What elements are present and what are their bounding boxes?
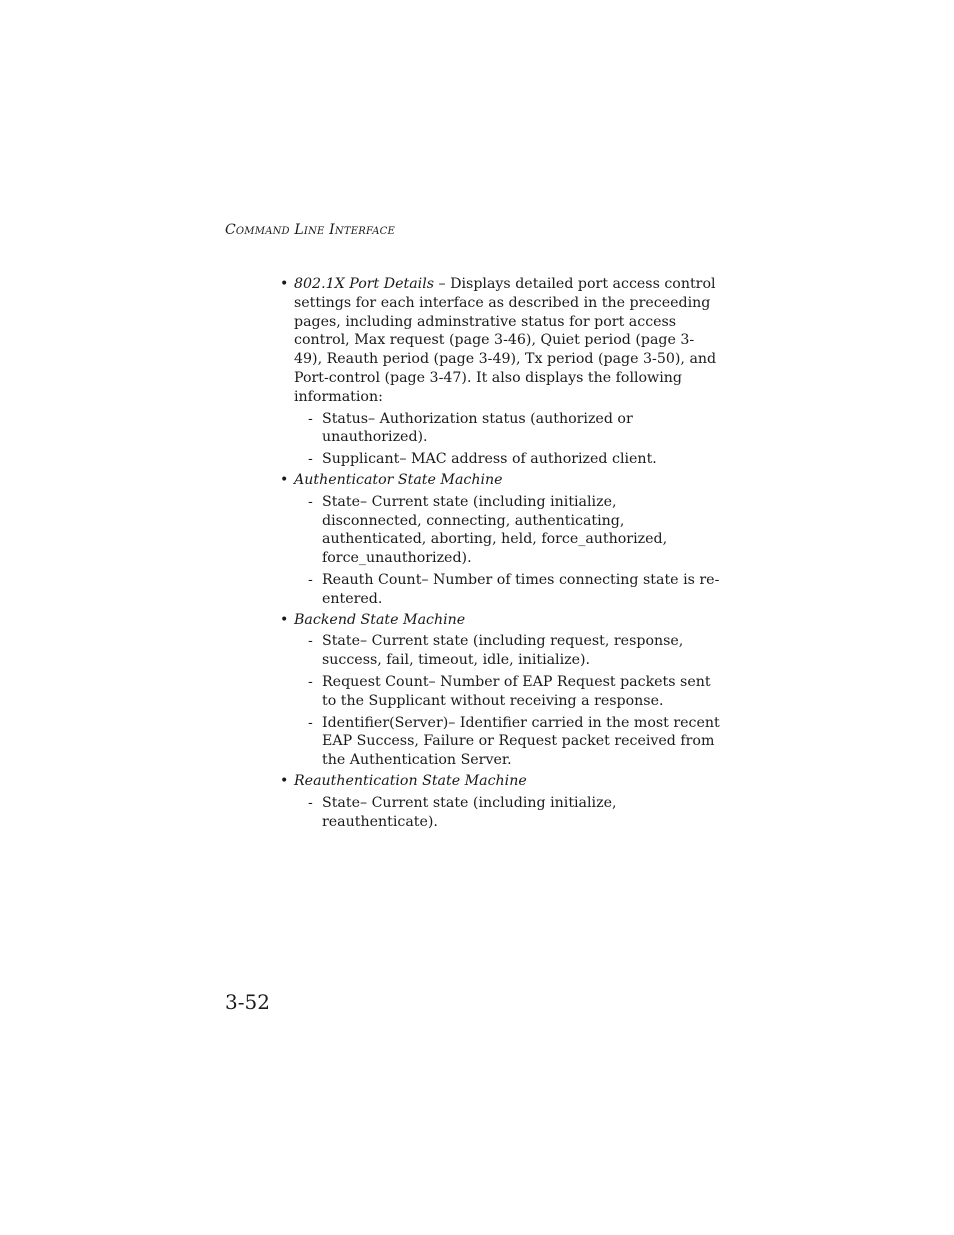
bullet-title: Backend State Machine [294, 611, 466, 628]
list-item [294, 794, 720, 832]
list-item [294, 673, 720, 711]
dash-marker: - [308, 633, 313, 650]
document-body [280, 275, 720, 833]
list-item-text: Reauth Count– Number of times connecting state is re-entered. [322, 571, 720, 607]
dash-marker: - [308, 714, 313, 731]
bullet-authenticator-state-machine [280, 471, 720, 609]
list-item-text: Identifier(Server)– Identifier carried in the most recent EAP Success, Failure or Request packet received from the Authentication Server. [322, 714, 720, 769]
dash-marker: - [308, 451, 313, 468]
bullet-title: 802.1X Port Details [294, 276, 435, 292]
dash-marker: - [308, 571, 313, 588]
dash-marker: - [308, 493, 313, 510]
bullet-title: Authenticator State Machine [294, 471, 503, 488]
list-item [294, 410, 720, 448]
dash-marker: - [308, 410, 313, 427]
dash-marker: - [308, 673, 313, 690]
bullet-marker: • [280, 611, 289, 628]
list-item-text: State– Current state (including initialize, reauthenticate). [322, 794, 617, 830]
list-item-text: State– Current state (including request, response, success, fail, timeout, idle, initialize). [322, 633, 684, 669]
bullet-marker: • [280, 276, 289, 292]
bullet-backend-state-machine [280, 611, 720, 770]
list-item [294, 493, 720, 568]
list-item-text: State– Current state (including initialize, disconnected, connecting, authenticating, authenticated, aborting, held, force_authorized, force_unauthorized). [322, 493, 668, 567]
bullet-port-details [280, 275, 720, 469]
list-item-text: Status– Authorization status (authorized or unauthorized). [322, 410, 633, 446]
bullet-marker: • [280, 772, 289, 789]
page-number: 3-52 [225, 990, 270, 1014]
dash-marker: - [308, 794, 313, 811]
bullet-reauthentication-state-machine [280, 772, 720, 831]
list-item [294, 632, 720, 670]
list-item-text: Request Count– Number of EAP Request packets sent to the Supplicant without receiving a response. [322, 673, 711, 709]
list-item-text: Supplicant– MAC address of authorized client. [322, 451, 657, 468]
bullet-title: Reauthentication State Machine [294, 772, 527, 789]
list-item [294, 571, 720, 609]
bullet-text: – Displays detailed port access control settings for each interface as described in the preceeding pages, including adminstrative status for port access control, Max request (page 3-46), Quiet period (page 3-49), Reauth period (page 3-49), Tx period (page 3-50), and Port-control (page 3-47). It also displays the following information: [294, 276, 717, 405]
running-head: Command Line Interface [225, 222, 395, 238]
bullet-marker: • [280, 471, 289, 488]
list-item [294, 714, 720, 770]
list-item [294, 450, 720, 469]
